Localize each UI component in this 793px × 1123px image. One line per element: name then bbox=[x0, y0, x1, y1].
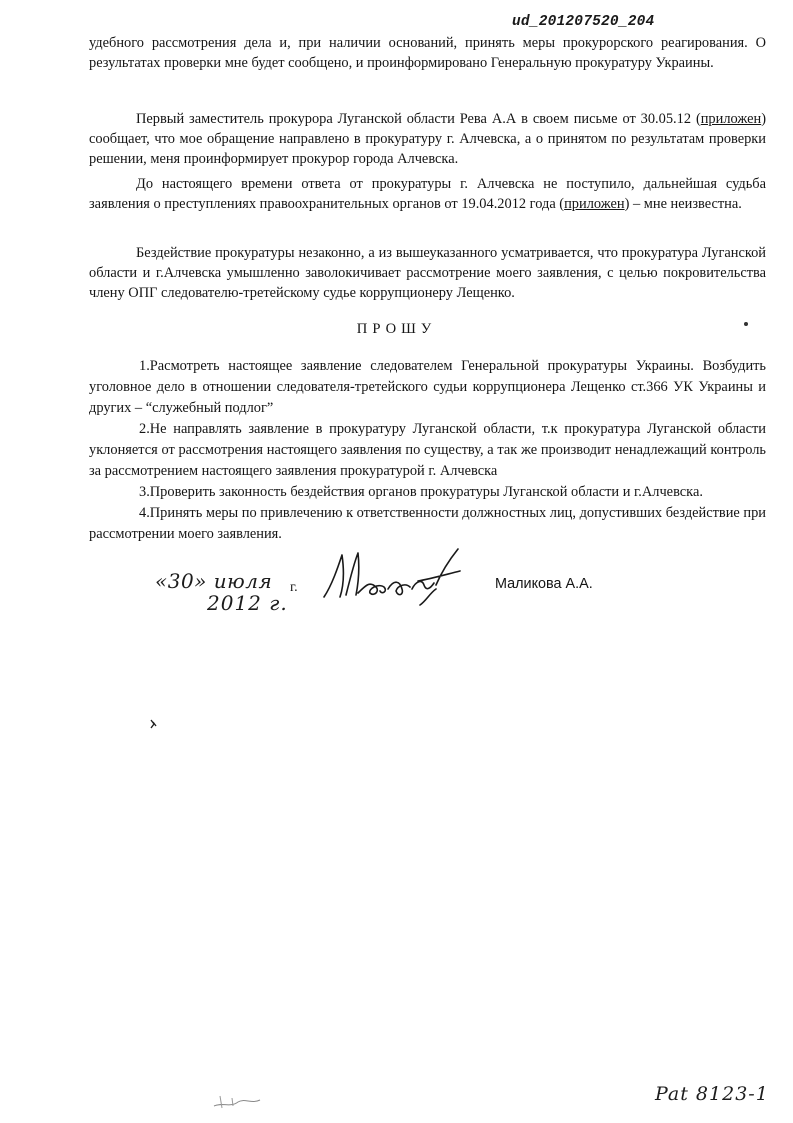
handwritten-date bbox=[155, 570, 288, 614]
request-item: 3.Проверить законность бездействия органов прокуратуры Луганской области и г.Алчевска. bbox=[139, 484, 703, 500]
year-suffix: г. bbox=[290, 580, 298, 595]
section-heading: ПРОШУ bbox=[356, 321, 437, 337]
paragraph-2-text-b: ) сообщает, что мое обращение направлено в прокуратуру г. Алчевска, а о принятом по результатам проверки решении, меня проинформирует прокурор города Алчевска. bbox=[89, 111, 766, 167]
paragraph-1: удебного рассмотрения дела и, при наличии оснований, принять меры прокурорского реагирования. О результатах проверки мне будет сообщено, и проинформировано Генеральную прокуратуру Украины. bbox=[89, 35, 766, 71]
paragraph-3-text-a: До настоящего времени ответа от прокуратуры г. Алчевска не поступило, дальнейшая судьба заявления о преступлениях правоохранительных органов от 19.04.2012 года ( bbox=[89, 176, 766, 212]
scan-speck bbox=[148, 718, 158, 730]
request-item: 1.Расмотреть настоящее заявление следователем Генеральной прокуратуры Украины. Возбудить уголовное дело в отношении следователя-третейского судьи коррупционера Лещенко ст.366 УК Украины и других – “служебный подлог” bbox=[89, 358, 766, 416]
document-id: ud_201207520_204 bbox=[512, 14, 655, 30]
scan-smudge bbox=[208, 1090, 268, 1112]
paragraph-4: Бездействие прокуратуры незаконно, а из вышеуказанного усматривается, что прокуратура Луганской области и г.Алчевска умышленно заволокичивает рассмотрение моего заявления, с целью покровительства члену ОПГ следователю-третейскому судье коррупционеру Лещенко. bbox=[89, 245, 766, 301]
request-item: 2.Не направлять заявление в прокуратуру Луганской области, т.к прокуратура Луганской области уклоняется от рассмотрения настоящего заявления по существу, а так же производит ненадлежащий контроль за рассмотрением настоящего заявления прокуратурой г. Алчевска bbox=[89, 421, 766, 479]
date-year: 2012 г. bbox=[207, 591, 288, 615]
attachment-reference: приложен bbox=[564, 196, 625, 212]
handwritten-reference-number: Pat 8123-1 bbox=[655, 1083, 769, 1105]
request-list bbox=[89, 356, 766, 545]
paragraph-3-text-b: ) – мне неизвестна. bbox=[624, 196, 742, 212]
handwritten-signature bbox=[318, 545, 468, 607]
paragraph-2-text-a: Первый заместитель прокурора Луганской области Рева А.А в своем письме от 30.05.12 ( bbox=[136, 111, 701, 127]
paragraph-2 bbox=[89, 109, 766, 169]
signer-name: Маликова А.А. bbox=[495, 576, 593, 592]
date-day-month: «30» июля bbox=[155, 569, 273, 593]
request-item: 4.Принять меры по привлечению к ответственности должностных лиц, допустивших бездействие при рассмотрении моего заявления. bbox=[89, 505, 767, 542]
paragraph-3 bbox=[89, 174, 766, 214]
attachment-reference: приложен bbox=[700, 111, 762, 127]
